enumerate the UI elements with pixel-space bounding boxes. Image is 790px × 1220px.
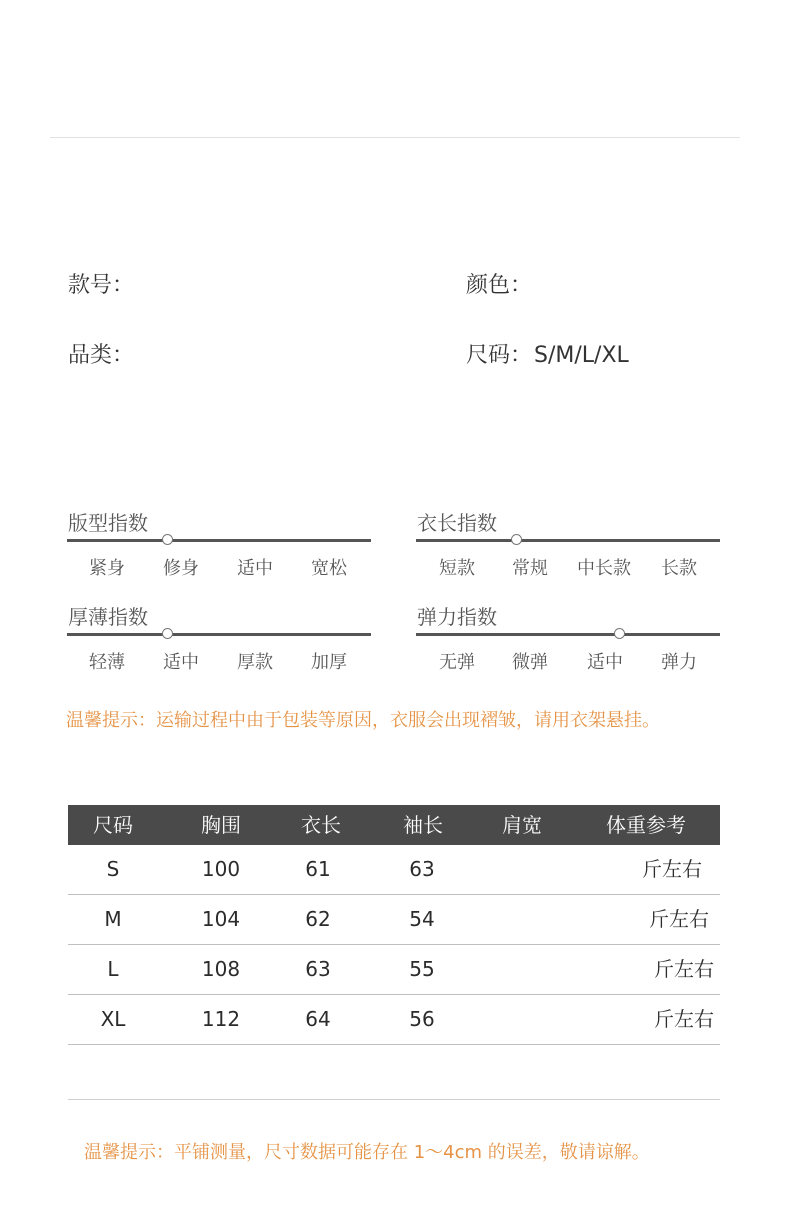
header-chest: 胸围 — [201, 813, 241, 837]
fit-index-marker — [162, 534, 173, 545]
row-length: 64 — [305, 1007, 331, 1031]
header-shoulder: 肩宽 — [502, 813, 542, 837]
row-weight: 斤左右 — [654, 957, 714, 981]
row-chest: 104 — [201, 907, 241, 931]
fit-index-title: 版型指数 — [68, 511, 148, 535]
row-weight: 斤左右 — [642, 857, 702, 881]
style-number-label: 款号： — [68, 273, 135, 298]
thickness-index-marker — [162, 628, 173, 639]
row-chest: 100 — [201, 857, 241, 881]
length-option-1: 短款 — [439, 558, 475, 579]
table-row — [68, 895, 720, 945]
header-weight: 体重参考 — [606, 813, 686, 837]
fit-index-track — [67, 539, 371, 542]
header-length: 衣长 — [301, 813, 341, 837]
row-chest: 112 — [201, 1007, 241, 1031]
length-option-2: 常规 — [512, 558, 548, 579]
elasticity-index-title: 弹力指数 — [417, 605, 497, 629]
size-table-header — [68, 805, 720, 845]
length-option-4: 长款 — [661, 558, 697, 579]
thickness-option-1: 轻薄 — [89, 652, 125, 673]
size-label: 尺码： — [466, 343, 533, 368]
elasticity-option-2: 微弹 — [512, 652, 548, 673]
fit-option-1: 紧身 — [89, 558, 125, 579]
row-sleeve: 55 — [409, 957, 435, 981]
elasticity-index-track — [416, 633, 720, 636]
table-row — [68, 995, 720, 1045]
row-size: M — [104, 907, 122, 931]
bottom-divider — [68, 1099, 720, 1100]
row-length: 62 — [305, 907, 331, 931]
length-index-title: 衣长指数 — [417, 511, 497, 535]
length-option-3: 中长款 — [577, 558, 631, 579]
table-row — [68, 945, 720, 995]
size-info — [466, 338, 629, 369]
length-index-marker — [511, 534, 522, 545]
row-chest: 108 — [201, 957, 241, 981]
fit-option-4: 宽松 — [311, 558, 347, 579]
measurement-tip: 温馨提示：平铺测量，尺寸数据可能存在 1～4cm 的误差，敬请谅解。 — [84, 1142, 650, 1163]
row-length: 61 — [305, 857, 331, 881]
top-divider — [50, 137, 740, 138]
row-size: S — [106, 857, 120, 881]
elasticity-option-1: 无弹 — [439, 652, 475, 673]
thickness-option-3: 厚款 — [237, 652, 273, 673]
elasticity-index-marker — [614, 628, 625, 639]
row-sleeve: 54 — [409, 907, 435, 931]
size-value: S/M/L/XL — [534, 343, 629, 368]
row-sleeve: 63 — [409, 857, 435, 881]
category-label: 品类： — [68, 343, 135, 368]
row-weight: 斤左右 — [654, 1007, 714, 1031]
row-size: XL — [100, 1007, 126, 1031]
thickness-option-2: 适中 — [163, 652, 199, 673]
fit-option-2: 修身 — [163, 558, 199, 579]
row-sleeve: 56 — [409, 1007, 435, 1031]
thickness-index-track — [67, 633, 371, 636]
size-table — [68, 805, 720, 1045]
fit-option-3: 适中 — [237, 558, 273, 579]
header-sleeve: 袖长 — [403, 813, 443, 837]
elasticity-option-4: 弹力 — [661, 652, 697, 673]
table-row — [68, 845, 720, 895]
thickness-option-4: 加厚 — [311, 652, 347, 673]
row-weight: 斤左右 — [649, 907, 709, 931]
length-index-track — [416, 539, 720, 542]
row-length: 63 — [305, 957, 331, 981]
thickness-index-title: 厚薄指数 — [68, 605, 148, 629]
color-label: 颜色： — [466, 273, 533, 298]
row-size: L — [107, 957, 119, 981]
elasticity-option-3: 适中 — [587, 652, 623, 673]
header-size: 尺码 — [93, 813, 133, 837]
hanging-tip: 温馨提示：运输过程中由于包装等原因，衣服会出现褶皱，请用衣架悬挂。 — [66, 710, 660, 731]
